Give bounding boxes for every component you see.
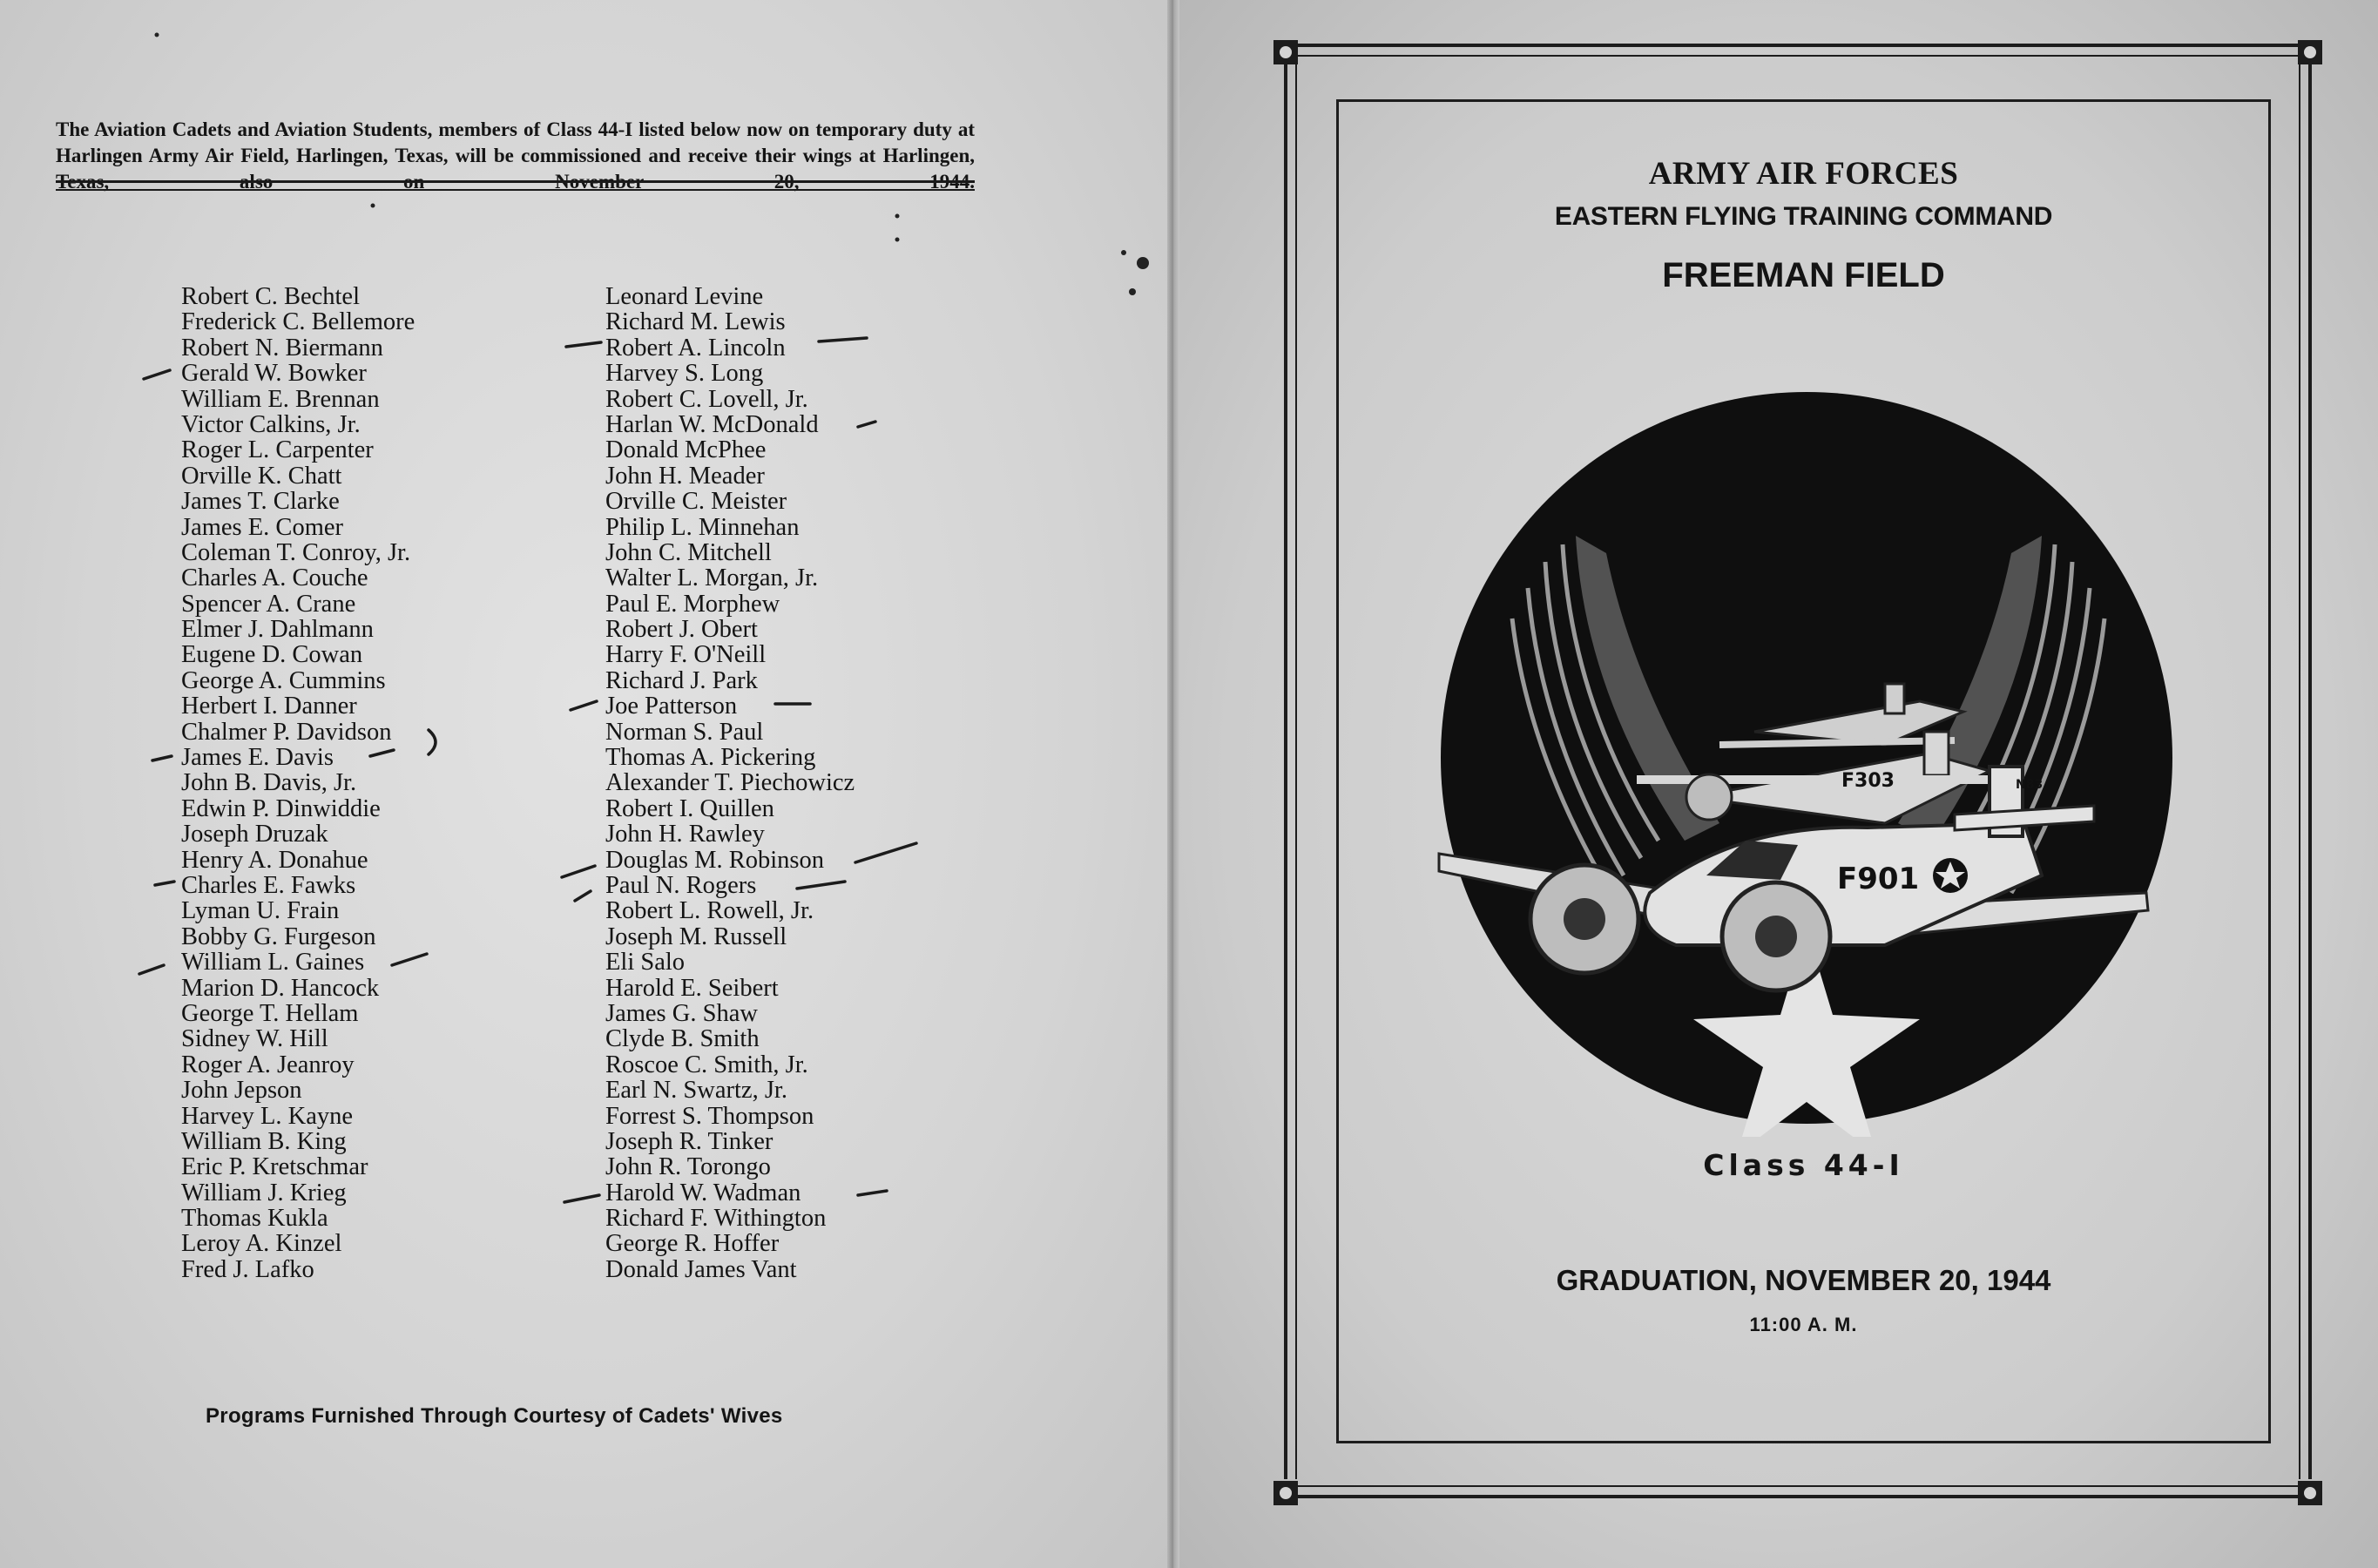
roster-name: Robert L. Rowell, Jr. <box>605 897 814 925</box>
pen-tick-marks <box>0 0 1172 1568</box>
roster-name: George T. Hellam <box>181 999 359 1027</box>
roster-name: John C. Mitchell <box>605 538 772 566</box>
roster-name: George R. Hoffer <box>605 1230 780 1258</box>
roster-name: Paul N. Rogers <box>605 871 757 899</box>
roster-name: Harvey S. Long <box>605 360 764 388</box>
pen-mark <box>564 1195 599 1202</box>
ink-speck <box>371 204 375 208</box>
roster-name: Herbert I. Danner <box>181 693 357 720</box>
roster-name: Thomas A. Pickering <box>605 744 816 772</box>
class-label: Class 44-I <box>1703 1148 1904 1182</box>
pen-mark <box>152 756 172 760</box>
roster-name: Spencer A. Crane <box>181 590 356 618</box>
roster-name: Frederick C. Bellemore <box>181 308 415 336</box>
roster-name: Robert J. Obert <box>605 616 758 644</box>
ink-speck <box>1121 250 1126 255</box>
roster-name: Donald McPhee <box>605 436 767 464</box>
roster-name: Joe Patterson <box>605 693 738 720</box>
roster-name: John Jepson <box>181 1077 302 1105</box>
roster-name: Roger L. Carpenter <box>181 436 374 464</box>
ink-speck <box>1137 257 1149 269</box>
roster-name: Paul E. Morphew <box>605 590 780 618</box>
roster-name: Fred J. Lafko <box>181 1255 314 1283</box>
pen-mark <box>155 882 174 885</box>
roster-name: Elmer J. Dahlmann <box>181 616 374 644</box>
cover-heading-freeman-field: FREEMAN FIELD <box>1662 256 1945 294</box>
roster-name: Thomas Kukla <box>181 1205 328 1233</box>
roster-name: Robert A. Lincoln <box>605 334 786 362</box>
roster-name: William J. Krieg <box>181 1179 347 1206</box>
roster-name: Donald James Vant <box>605 1255 797 1283</box>
graduation-date: GRADUATION, NOVEMBER 20, 1944 <box>1556 1264 2051 1296</box>
aircraft-marking-middle: F303 <box>1841 770 1895 792</box>
graduation-time: 11:00 A. M. <box>1749 1314 1858 1335</box>
roster-name: Bobby G. Furgeson <box>181 923 376 950</box>
roster-name: Joseph R. Tinker <box>605 1127 774 1155</box>
roster-name: Charles A. Couche <box>181 564 368 592</box>
aircraft-marking-tail: N83 <box>2016 778 2044 792</box>
pen-mark <box>858 1191 887 1195</box>
freeman-field-emblem <box>1432 388 2181 1137</box>
roster-name: Roger A. Jeanroy <box>181 1051 355 1078</box>
roster-name: Robert I. Quillen <box>605 794 774 822</box>
roster-name: Robert C. Lovell, Jr. <box>605 385 808 413</box>
roster-name: Coleman T. Conroy, Jr. <box>181 538 411 566</box>
roster-name: William L. Gaines <box>181 949 365 977</box>
roster-name: Leonard Levine <box>605 283 764 310</box>
pen-mark <box>858 422 875 427</box>
roster-name: Harlan W. McDonald <box>605 410 819 438</box>
cover-heading-command: EASTERN FLYING TRAINING COMMAND <box>1554 202 2053 231</box>
roster-name: Joseph M. Russell <box>605 923 787 950</box>
roster-name: James E. Comer <box>181 513 344 541</box>
roster-name: Robert N. Biermann <box>181 334 383 362</box>
pen-mark <box>566 342 601 347</box>
roster-name: William B. King <box>181 1127 347 1155</box>
roster-name: James E. Davis <box>181 744 334 772</box>
roster-name: Roscoe C. Smith, Jr. <box>605 1051 808 1078</box>
roster-name: Richard M. Lewis <box>605 308 786 336</box>
cover-heading-army-air-forces: ARMY AIR FORCES <box>1648 156 1959 192</box>
roster-name: Edwin P. Dinwiddie <box>181 794 381 822</box>
roster-name: Philip L. Minnehan <box>605 513 800 541</box>
ink-speck <box>155 33 159 37</box>
courtesy-note: Programs Furnished Through Courtesy of Cadets' Wives <box>206 1404 783 1428</box>
roster-name: Lyman U. Frain <box>181 897 340 925</box>
roster-name: Harry F. O'Neill <box>605 641 767 669</box>
roster-name: John H. Meader <box>605 462 765 490</box>
center-fold <box>1167 0 1179 1568</box>
roster-name: Earl N. Swartz, Jr. <box>605 1077 787 1105</box>
aircraft-marking-front: F901 <box>1837 862 1920 896</box>
pen-mark <box>819 338 867 341</box>
roster-name: Leroy A. Kinzel <box>181 1230 342 1258</box>
roster-name: Sidney W. Hill <box>181 1025 328 1053</box>
roster-name: John H. Rawley <box>605 821 765 848</box>
pen-mark <box>370 750 394 756</box>
pen-mark <box>429 730 436 754</box>
roster-name: George A. Cummins <box>181 666 386 694</box>
ink-speck <box>1129 288 1136 295</box>
roster-name: John B. Davis, Jr. <box>181 769 357 797</box>
roster-name: Forrest S. Thompson <box>605 1102 814 1130</box>
roster-name: Gerald W. Bowker <box>181 360 367 388</box>
ink-speck <box>895 238 900 242</box>
roster-name: Douglas M. Robinson <box>605 846 824 874</box>
roster-name: Clyde B. Smith <box>605 1025 760 1053</box>
roster-name: William E. Brennan <box>181 385 380 413</box>
pen-mark <box>139 965 164 974</box>
roster-name: Walter L. Morgan, Jr. <box>605 564 819 592</box>
roster-name: Eugene D. Cowan <box>181 641 363 669</box>
ink-speck <box>895 214 900 219</box>
roster-name: Harvey L. Kayne <box>181 1102 354 1130</box>
roster-name: Richard F. Withington <box>605 1205 827 1233</box>
roster-name: Victor Calkins, Jr. <box>181 410 361 438</box>
roster-name: Chalmer P. Davidson <box>181 718 392 746</box>
roster-name: James G. Shaw <box>605 999 758 1027</box>
roster-page <box>0 0 1172 1568</box>
pen-mark <box>797 882 845 889</box>
pen-mark <box>562 866 595 877</box>
roster-name: Joseph Druzak <box>181 821 328 848</box>
roster-name: James T. Clarke <box>181 488 340 516</box>
pen-mark <box>575 891 591 901</box>
intro-paragraph: The Aviation Cadets and Aviation Students, members of Class 44-I listed below now on temporary duty at Harlingen Army Air Field, Harlingen, Texas, will be commissioned and receive their wings at Harlingen, Texas, also on November 20, 1944. <box>56 118 975 193</box>
roster-name: Orville C. Meister <box>605 488 787 516</box>
pen-mark <box>855 843 916 862</box>
roster-name: Eric P. Kretschmar <box>181 1153 368 1181</box>
roster-name: Eli Salo <box>605 949 686 977</box>
roster-name: Harold E. Seibert <box>605 974 779 1002</box>
pen-mark <box>144 370 170 379</box>
roster-name: Harold W. Wadman <box>605 1179 801 1206</box>
roster-name: Richard J. Park <box>605 666 758 694</box>
roster-name: Norman S. Paul <box>605 718 764 746</box>
cover-page <box>1179 0 2378 1568</box>
roster-name: Alexander T. Piechowicz <box>605 769 855 797</box>
roster-name: John R. Torongo <box>605 1153 771 1181</box>
roster-name: Henry A. Donahue <box>181 846 368 874</box>
roster-name: Charles E. Fawks <box>181 871 356 899</box>
roster-name: Orville K. Chatt <box>181 462 342 490</box>
pen-mark <box>571 701 597 710</box>
pen-mark <box>392 954 427 965</box>
roster-name: Robert C. Bechtel <box>181 283 360 310</box>
roster-name: Marion D. Hancock <box>181 974 380 1002</box>
